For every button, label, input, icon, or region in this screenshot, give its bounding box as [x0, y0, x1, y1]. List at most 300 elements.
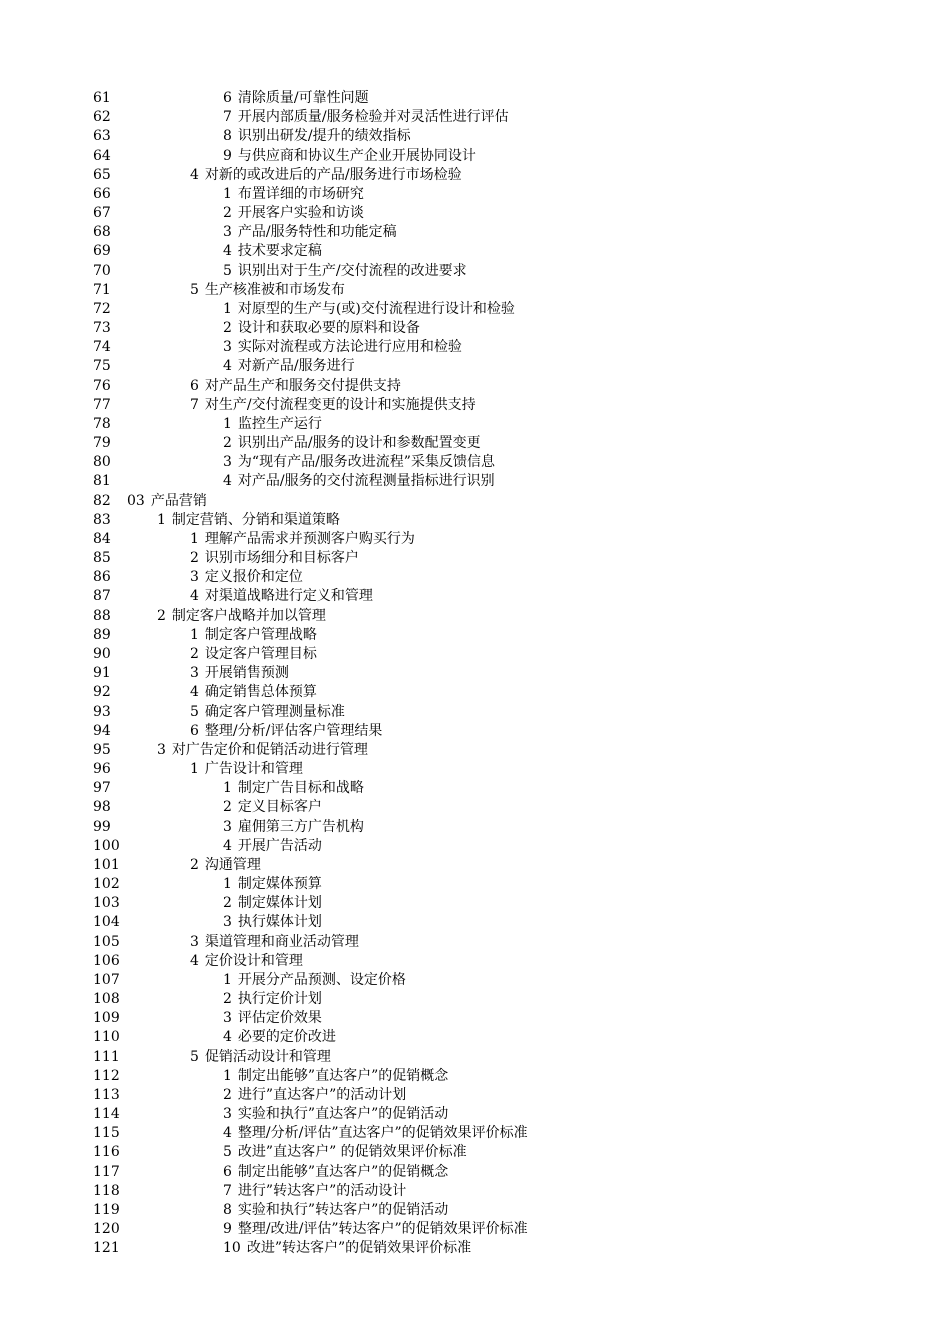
- outline-row: [0, 549, 950, 568]
- entry-code: 10: [223, 1240, 241, 1257]
- entry-text: 改进”直达客户” 的促销效果评价标准: [237, 1144, 467, 1161]
- outline-row: [0, 108, 950, 127]
- outline-sheet: [0, 89, 950, 1258]
- outline-row: [0, 664, 950, 683]
- outline-entry: [190, 281, 345, 300]
- row-number: 64: [93, 147, 111, 164]
- outline-row: [0, 319, 950, 338]
- outline-entry: [223, 204, 364, 223]
- entry-code: 2: [190, 645, 199, 662]
- entry-text: 广告设计和管理: [204, 761, 303, 778]
- entry-code: 5: [190, 703, 199, 720]
- outline-entry: [190, 626, 317, 645]
- outline-entry: [190, 549, 359, 568]
- outline-entry: [157, 741, 368, 760]
- entry-text: 制定客户战略并加以管理: [171, 607, 326, 624]
- entry-text: 定义报价和定位: [204, 569, 303, 586]
- entry-text: 必要的定价改进: [237, 1029, 336, 1046]
- outline-row: [0, 1182, 950, 1201]
- entry-code: 8: [223, 128, 232, 145]
- entry-text: 开展内部质量/服务检验并对灵活性进行评估: [237, 109, 509, 126]
- entry-code: 6: [223, 90, 232, 106]
- entry-text: 开展广告活动: [237, 837, 322, 854]
- entry-code: 2: [223, 895, 232, 912]
- entry-code: 4: [190, 166, 199, 183]
- outline-entry: [190, 587, 373, 606]
- entry-text: 识别出产品/服务的设计和参数配置变更: [237, 435, 481, 452]
- row-number: 104: [93, 914, 120, 931]
- entry-code: 1: [223, 971, 232, 988]
- outline-entry: [223, 1220, 528, 1239]
- outline-entry: [223, 319, 420, 338]
- outline-entry: [223, 1067, 448, 1086]
- outline-entry: [223, 913, 322, 932]
- entry-code: 1: [223, 415, 232, 432]
- entry-text: 对产品生产和服务交付提供支持: [204, 377, 401, 394]
- outline-row: [0, 1220, 950, 1239]
- outline-entry: [223, 894, 322, 913]
- outline-entry: [223, 798, 322, 817]
- entry-text: 对广告定价和促销活动进行管理: [171, 741, 368, 758]
- outline-row: [0, 990, 950, 1009]
- entry-text: 对产品/服务的交付流程测量指标进行识别: [237, 473, 495, 490]
- entry-code: 1: [223, 1067, 232, 1084]
- entry-code: 3: [223, 1010, 232, 1027]
- entry-text: 实验和执行”转达客户”的促销活动: [237, 1201, 449, 1218]
- outline-entry: [190, 703, 345, 722]
- row-number: 86: [93, 569, 111, 586]
- entry-code: 4: [190, 684, 199, 701]
- outline-entry: [223, 1182, 406, 1201]
- entry-code: 2: [190, 856, 199, 873]
- entry-code: 2: [223, 320, 232, 337]
- row-number: 83: [93, 511, 111, 528]
- outline-row: [0, 1028, 950, 1047]
- entry-code: 1: [190, 626, 199, 643]
- entry-code: 9: [223, 1221, 232, 1238]
- outline-row: [0, 894, 950, 913]
- outline-entry: [190, 664, 289, 683]
- row-number: 101: [93, 856, 120, 873]
- outline-row: [0, 875, 950, 894]
- row-number: 87: [93, 588, 111, 605]
- row-number: 70: [93, 262, 111, 279]
- entry-code: 1: [223, 780, 232, 797]
- entry-code: 2: [223, 435, 232, 452]
- entry-code: 9: [223, 147, 232, 164]
- entry-text: 制定出能够”直达客户”的促销概念: [237, 1163, 449, 1180]
- row-number: 63: [93, 128, 111, 145]
- row-number: 90: [93, 645, 111, 662]
- outline-entry: [223, 357, 355, 376]
- outline-entry: [223, 1239, 471, 1258]
- row-number: 100: [93, 837, 120, 854]
- outline-entry: [190, 722, 382, 741]
- entry-text: 设定客户管理目标: [204, 645, 317, 662]
- outline-row: [0, 933, 950, 952]
- entry-code: 4: [223, 837, 232, 854]
- row-number: 113: [93, 1086, 120, 1103]
- outline-entry: [223, 1028, 336, 1047]
- row-number: 79: [93, 435, 111, 452]
- outline-row: [0, 127, 950, 146]
- outline-entry: [190, 568, 303, 587]
- outline-row: [0, 338, 950, 357]
- outline-row: [0, 223, 950, 242]
- outline-entry: [223, 990, 322, 1009]
- outline-entry: [223, 453, 495, 472]
- entry-text: 制定媒体计划: [237, 895, 322, 912]
- row-number: 94: [93, 722, 111, 739]
- entry-code: 3: [223, 914, 232, 931]
- outline-entry: [190, 683, 317, 702]
- entry-code: 1: [223, 300, 232, 317]
- entry-code: 6: [190, 377, 199, 394]
- outline-entry: [223, 185, 364, 204]
- outline-entry: [223, 818, 364, 837]
- entry-text: 定义目标客户: [237, 799, 322, 816]
- outline-entry: [223, 971, 406, 990]
- outline-row: [0, 971, 950, 990]
- entry-code: 1: [190, 761, 199, 778]
- entry-code: 3: [223, 1106, 232, 1123]
- outline-row: [0, 1086, 950, 1105]
- entry-text: 设计和获取必要的原料和设备: [237, 320, 420, 337]
- outline-row: [0, 147, 950, 166]
- entry-code: 3: [223, 454, 232, 471]
- outline-row: [0, 166, 950, 185]
- outline-entry: [190, 933, 359, 952]
- outline-row: [0, 242, 950, 261]
- outline-entry: [223, 434, 481, 453]
- entry-text: 改进”转达客户”的促销效果评价标准: [246, 1240, 472, 1257]
- entry-code: 2: [223, 799, 232, 816]
- outline-row: [0, 683, 950, 702]
- row-number: 106: [93, 952, 120, 969]
- entry-code: 7: [190, 396, 199, 413]
- outline-row: [0, 472, 950, 491]
- outline-row: [0, 204, 950, 223]
- entry-code: 5: [223, 1144, 232, 1161]
- row-number: 115: [93, 1125, 120, 1142]
- row-number: 97: [93, 780, 111, 797]
- outline-entry: [190, 377, 401, 396]
- outline-entry: [223, 837, 322, 856]
- outline-entry: [190, 760, 303, 779]
- row-number: 108: [93, 991, 120, 1008]
- entry-code: 2: [223, 205, 232, 222]
- entry-code: 3: [223, 339, 232, 356]
- outline-entry: [223, 242, 322, 261]
- outline-row: [0, 1067, 950, 1086]
- entry-code: 4: [223, 358, 232, 375]
- outline-entry: [223, 1105, 448, 1124]
- outline-row: [0, 1105, 950, 1124]
- entry-text: 雇佣第三方广告机构: [237, 818, 364, 835]
- entry-code: 1: [190, 530, 199, 547]
- outline-entry: [223, 1086, 406, 1105]
- row-number: 69: [93, 243, 111, 260]
- outline-row: [0, 1201, 950, 1220]
- row-number: 119: [93, 1201, 120, 1218]
- outline-entry: [223, 1009, 322, 1028]
- outline-entry: [190, 952, 303, 971]
- row-number: 76: [93, 377, 111, 394]
- outline-row: [0, 722, 950, 741]
- entry-text: 开展分产品预测、设定价格: [237, 971, 406, 988]
- entry-text: 评估定价效果: [237, 1010, 322, 1027]
- entry-code: 2: [223, 991, 232, 1008]
- entry-text: 执行媒体计划: [237, 914, 322, 931]
- row-number: 93: [93, 703, 111, 720]
- entry-text: 与供应商和协议生产企业开展协同设计: [237, 147, 476, 164]
- outline-row: [0, 453, 950, 472]
- row-number: 105: [93, 933, 120, 950]
- outline-row: [0, 377, 950, 396]
- entry-code: 6: [223, 1163, 232, 1180]
- outline-entry: [223, 127, 411, 146]
- entry-text: 确定客户管理测量标准: [204, 703, 345, 720]
- row-number: 61: [93, 90, 111, 106]
- entry-code: 4: [190, 952, 199, 969]
- outline-row: [0, 760, 950, 779]
- outline-entry: [223, 108, 509, 127]
- outline-entry: [223, 1124, 528, 1143]
- row-number: 67: [93, 205, 111, 222]
- entry-text: 开展客户实验和访谈: [237, 205, 364, 222]
- entry-code: 5: [190, 281, 199, 298]
- entry-text: 识别市场细分和目标客户: [204, 550, 359, 567]
- row-number: 65: [93, 166, 111, 183]
- entry-code: 6: [190, 722, 199, 739]
- outline-row: [0, 1124, 950, 1143]
- outline-row: [0, 357, 950, 376]
- outline-entry: [127, 492, 207, 511]
- entry-text: 促销活动设计和管理: [204, 1048, 331, 1065]
- outline-row: [0, 645, 950, 664]
- entry-code: 5: [223, 262, 232, 279]
- entry-text: 产品/服务特性和功能定稿: [237, 224, 397, 241]
- entry-text: 理解产品需求并预测客户购买行为: [204, 530, 415, 547]
- row-number: 73: [93, 320, 111, 337]
- outline-entry: [190, 396, 476, 415]
- outline-row: [0, 396, 950, 415]
- row-number: 112: [93, 1067, 120, 1084]
- entry-code: 7: [223, 1182, 232, 1199]
- row-number: 116: [93, 1144, 120, 1161]
- row-number: 102: [93, 876, 120, 893]
- entry-code: 3: [190, 569, 199, 586]
- row-number: 88: [93, 607, 111, 624]
- entry-text: 进行”转达客户”的活动设计: [237, 1182, 407, 1199]
- row-number: 120: [93, 1221, 120, 1238]
- outline-entry: [223, 1163, 448, 1182]
- outline-row: [0, 587, 950, 606]
- entry-text: 对原型的生产与(或)交付流程进行设计和检验: [237, 300, 515, 317]
- row-number: 91: [93, 665, 111, 682]
- row-number: 78: [93, 415, 111, 432]
- row-number: 121: [93, 1240, 120, 1257]
- entry-text: 制定媒体预算: [237, 876, 322, 893]
- outline-entry: [223, 1201, 448, 1220]
- outline-row: [0, 1143, 950, 1162]
- outline-entry: [223, 472, 495, 491]
- row-number: 109: [93, 1010, 120, 1027]
- outline-row: [0, 837, 950, 856]
- outline-entry: [190, 166, 462, 185]
- outline-row: [0, 300, 950, 319]
- entry-text: 布置详细的市场研究: [237, 185, 364, 202]
- outline-entry: [223, 89, 369, 108]
- row-number: 74: [93, 339, 111, 356]
- entry-text: 识别出对于生产/交付流程的改进要求: [237, 262, 467, 279]
- entry-code: 7: [223, 109, 232, 126]
- entry-text: 制定出能够”直达客户”的促销概念: [237, 1067, 449, 1084]
- entry-text: 开展销售预测: [204, 665, 289, 682]
- outline-entry: [157, 607, 326, 626]
- entry-code: 4: [190, 588, 199, 605]
- outline-row: [0, 626, 950, 645]
- outline-row: [0, 89, 950, 108]
- outline-row: [0, 185, 950, 204]
- row-number: 110: [93, 1029, 120, 1046]
- entry-text: 为“现有产品/服务改进流程”采集反馈信息: [237, 454, 495, 471]
- outline-row: [0, 511, 950, 530]
- row-number: 92: [93, 684, 111, 701]
- row-number: 84: [93, 530, 111, 547]
- outline-row: [0, 818, 950, 837]
- row-number: 114: [93, 1106, 120, 1123]
- outline-entry: [223, 779, 364, 798]
- outline-entry: [190, 1048, 331, 1067]
- entry-text: 对新产品/服务进行: [237, 358, 355, 375]
- row-number: 89: [93, 626, 111, 643]
- entry-text: 制定广告目标和战略: [237, 780, 364, 797]
- entry-text: 实验和执行”直达客户”的促销活动: [237, 1106, 449, 1123]
- outline-row: [0, 281, 950, 300]
- entry-code: 3: [223, 224, 232, 241]
- entry-text: 产品营销: [150, 492, 207, 509]
- row-number: 62: [93, 109, 111, 126]
- row-number: 98: [93, 799, 111, 816]
- entry-code: 03: [127, 492, 145, 509]
- outline-row: [0, 856, 950, 875]
- row-number: 85: [93, 550, 111, 567]
- entry-code: 2: [190, 550, 199, 567]
- entry-code: 8: [223, 1201, 232, 1218]
- outline-entry: [223, 300, 515, 319]
- row-number: 72: [93, 300, 111, 317]
- entry-text: 确定销售总体预算: [204, 684, 317, 701]
- entry-text: 监控生产运行: [237, 415, 322, 432]
- outline-row: [0, 741, 950, 760]
- row-number: 66: [93, 185, 111, 202]
- entry-code: 4: [223, 1029, 232, 1046]
- entry-text: 对生产/交付流程变更的设计和实施提供支持: [204, 396, 476, 413]
- entry-text: 识别出研发/提升的绩效指标: [237, 128, 411, 145]
- outline-entry: [223, 1143, 467, 1162]
- outline-row: [0, 492, 950, 511]
- outline-entry: [190, 530, 415, 549]
- outline-entry: [223, 338, 462, 357]
- row-number: 107: [93, 971, 120, 988]
- outline-row: [0, 798, 950, 817]
- row-number: 103: [93, 895, 120, 912]
- outline-row: [0, 262, 950, 281]
- outline-entry: [223, 875, 322, 894]
- outline-entry: [190, 645, 317, 664]
- entry-text: 实际对流程或方法论进行应用和检验: [237, 339, 462, 356]
- entry-code: 2: [223, 1086, 232, 1103]
- entry-code: 2: [157, 607, 166, 624]
- outline-row: [0, 779, 950, 798]
- row-number: 111: [93, 1048, 120, 1065]
- outline-row: [0, 415, 950, 434]
- entry-text: 整理/改进/评估”转达客户”的促销效果评价标准: [237, 1221, 528, 1238]
- entry-text: 生产核准被和市场发布: [204, 281, 345, 298]
- outline-row: [0, 1239, 950, 1258]
- entry-text: 执行定价计划: [237, 991, 322, 1008]
- entry-code: 3: [223, 818, 232, 835]
- row-number: 96: [93, 761, 111, 778]
- outline-entry: [223, 223, 397, 242]
- entry-text: 对新的或改进后的产品/服务进行市场检验: [204, 166, 462, 183]
- row-number: 75: [93, 358, 111, 375]
- entry-code: 1: [223, 185, 232, 202]
- outline-row: [0, 913, 950, 932]
- row-number: 118: [93, 1182, 120, 1199]
- entry-text: 渠道管理和商业活动管理: [204, 933, 359, 950]
- entry-text: 制定客户管理战略: [204, 626, 317, 643]
- entry-text: 整理/分析/评估客户管理结果: [204, 722, 383, 739]
- entry-code: 1: [157, 511, 166, 528]
- entry-code: 1: [223, 876, 232, 893]
- entry-code: 3: [190, 933, 199, 950]
- row-number: 80: [93, 454, 111, 471]
- outline-row: [0, 607, 950, 626]
- entry-text: 定价设计和管理: [204, 952, 303, 969]
- entry-text: 对渠道战略进行定义和管理: [204, 588, 373, 605]
- outline-entry: [157, 511, 340, 530]
- row-number: 117: [93, 1163, 120, 1180]
- entry-text: 清除质量/可靠性问题: [237, 90, 369, 106]
- entry-text: 沟通管理: [204, 856, 261, 873]
- entry-text: 制定营销、分销和渠道策略: [171, 511, 340, 528]
- row-number: 81: [93, 473, 111, 490]
- outline-row: [0, 1048, 950, 1067]
- outline-row: [0, 434, 950, 453]
- entry-code: 4: [223, 243, 232, 260]
- row-number: 82: [93, 492, 111, 509]
- outline-row: [0, 1163, 950, 1182]
- row-number: 77: [93, 396, 111, 413]
- row-number: 71: [93, 281, 111, 298]
- outline-entry: [223, 415, 322, 434]
- outline-row: [0, 703, 950, 722]
- outline-row: [0, 952, 950, 971]
- entry-code: 4: [223, 1125, 232, 1142]
- row-number: 95: [93, 741, 111, 758]
- row-number: 99: [93, 818, 111, 835]
- outline-row: [0, 568, 950, 587]
- entry-text: 进行”直达客户”的活动计划: [237, 1086, 407, 1103]
- outline-row: [0, 1009, 950, 1028]
- entry-code: 3: [157, 741, 166, 758]
- entry-text: 技术要求定稿: [237, 243, 322, 260]
- entry-code: 4: [223, 473, 232, 490]
- row-number: 68: [93, 224, 111, 241]
- outline-entry: [190, 856, 261, 875]
